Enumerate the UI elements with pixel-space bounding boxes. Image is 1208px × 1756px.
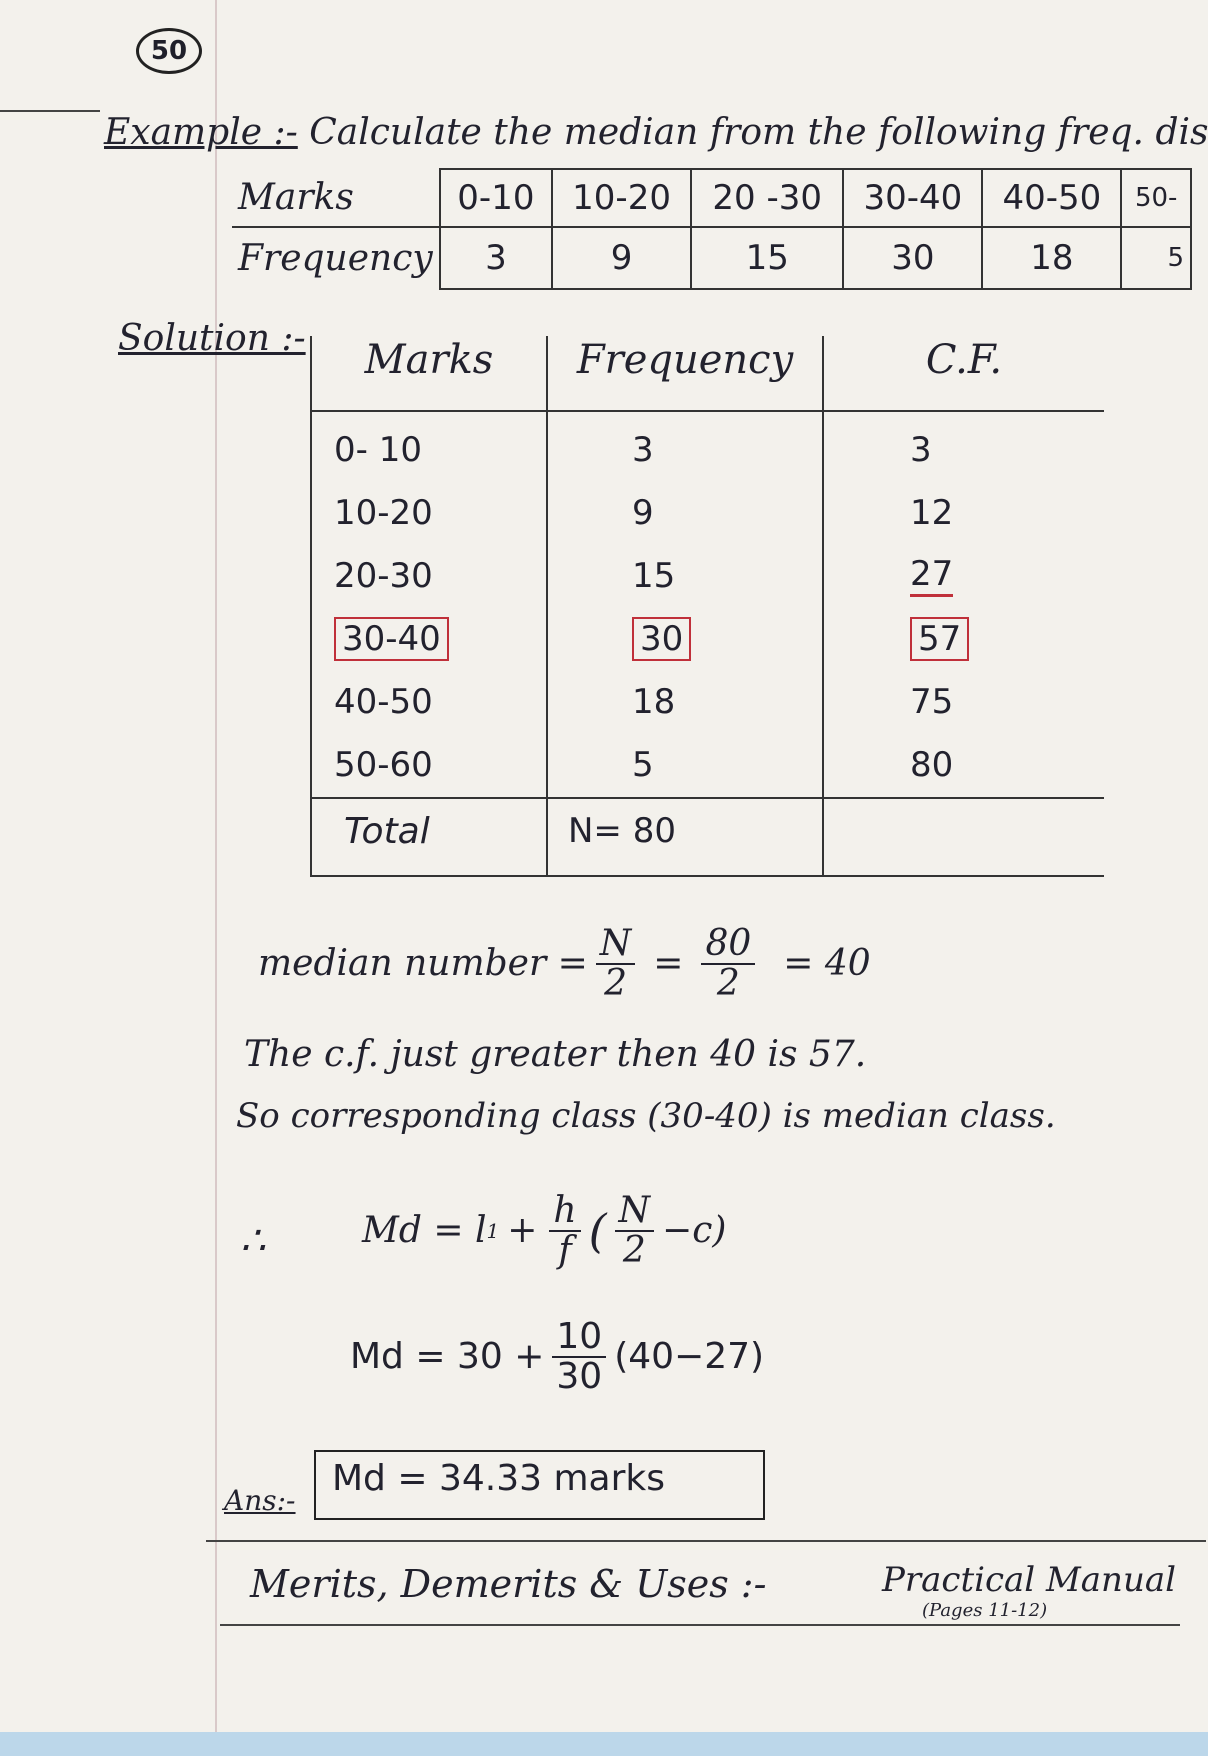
frac-denominator: 2 <box>604 962 627 1004</box>
frequency-column <box>547 411 823 798</box>
example-heading <box>104 112 1208 153</box>
median-class-box: 30-40 <box>334 617 449 661</box>
marks-cell: 40-50 <box>334 681 433 722</box>
question-frequency: 30 <box>843 227 982 289</box>
page-number: 50 <box>150 36 188 66</box>
freq-cell: 5 <box>632 744 654 785</box>
therefore-symbol: ∴ <box>240 1218 266 1264</box>
question-frequency: 5 <box>1121 227 1191 289</box>
practical-manual-ref: Practical Manual <box>882 1560 1176 1600</box>
answer-rule <box>206 1540 1206 1542</box>
freq-cell: 18 <box>632 681 676 722</box>
freq-cell-median <box>632 607 821 670</box>
pages-ref: (Pages 11-12) <box>922 1600 1048 1621</box>
question-frequency-label: Frequency <box>232 227 440 289</box>
median-freq-box: 30 <box>632 617 691 661</box>
question-class: 20 -30 <box>691 169 843 227</box>
freq-cell: 9 <box>632 492 654 533</box>
frac-numerator: N <box>615 1192 655 1232</box>
cf-cell: 80 <box>910 744 954 785</box>
formula-subscript: 1 <box>486 1218 500 1243</box>
cf-column <box>823 411 1104 798</box>
solution-table <box>310 336 1104 877</box>
cf-explanation-line: The c.f. just greater then 40 is 57. <box>244 1034 867 1075</box>
cf-underlined: 27 <box>910 554 953 597</box>
example-text: Calculate the median from the following freq. dis <box>309 112 1208 153</box>
question-class: 0-10 <box>440 169 552 227</box>
question-class: 30-40 <box>843 169 982 227</box>
margin-line <box>215 0 217 1756</box>
question-row-frequency <box>232 227 1191 289</box>
scanner-band <box>0 1732 1208 1756</box>
total-label: Total <box>311 798 547 876</box>
marks-column <box>311 411 547 798</box>
answer-label: Ans:- <box>224 1484 296 1517</box>
marks-cell: 20-30 <box>334 555 433 596</box>
header-frequency: Frequency <box>547 336 823 411</box>
formula-paren: ( <box>588 1203 607 1258</box>
cf-cell-median <box>910 607 1103 670</box>
formula-left: Md = l <box>362 1210 487 1252</box>
top-rule <box>0 110 100 112</box>
cf-cell: 3 <box>910 429 932 470</box>
median-number-label: median number = <box>258 943 588 985</box>
cf-cell: 12 <box>910 492 954 533</box>
question-marks-label: Marks <box>232 169 440 227</box>
question-frequency: 15 <box>691 227 843 289</box>
frac-denominator: f <box>558 1229 572 1271</box>
median-number-result: = 40 <box>783 943 871 985</box>
marks-cell-median <box>334 607 545 670</box>
median-substitution <box>350 1318 764 1396</box>
fraction-n-over-2-formula <box>615 1192 655 1270</box>
frac-numerator: 10 <box>552 1318 606 1358</box>
formula-plus: + <box>507 1210 538 1252</box>
frac-numerator: h <box>549 1192 580 1232</box>
frac-denominator: 2 <box>622 1229 646 1271</box>
solution-header-row <box>311 336 1104 411</box>
total-value: N= 80 <box>547 798 823 876</box>
fraction-n-over-2 <box>596 925 636 1003</box>
question-class: 10-20 <box>552 169 691 227</box>
question-frequency: 18 <box>982 227 1121 289</box>
median-formula <box>362 1192 726 1270</box>
frac-numerator: N <box>596 925 636 965</box>
cf-cell: 75 <box>910 681 954 722</box>
header-marks: Marks <box>311 336 547 411</box>
fraction-h-over-f <box>549 1192 580 1270</box>
equals-sign: = <box>653 943 684 985</box>
question-class: 50- <box>1121 169 1191 227</box>
merits-heading: Merits, Demerits & Uses :- <box>250 1562 767 1606</box>
question-frequency: 9 <box>552 227 691 289</box>
question-class: 40-50 <box>982 169 1121 227</box>
solution-body-row <box>311 411 1104 798</box>
solution-label: Solution :- <box>118 318 306 359</box>
marks-cell: 0- 10 <box>334 429 422 470</box>
fraction-10-over-30 <box>552 1318 606 1396</box>
substitution-right: (40−27) <box>614 1336 765 1378</box>
frac-numerator: 80 <box>701 925 755 965</box>
answer-text: Md = 34.33 marks <box>332 1458 665 1499</box>
formula-rest: −c) <box>662 1210 727 1252</box>
total-cf-empty <box>823 798 1104 876</box>
total-row <box>311 798 1104 876</box>
cf-cell-prev <box>910 544 1103 607</box>
question-frequency: 3 <box>440 227 552 289</box>
median-number-line <box>258 925 871 1003</box>
substitution-left: Md = 30 + <box>350 1336 545 1378</box>
median-cf-box: 57 <box>910 617 969 661</box>
question-row-marks <box>232 169 1191 227</box>
fraction-80-over-2 <box>701 925 755 1003</box>
freq-cell: 3 <box>632 429 654 470</box>
median-class-line: So corresponding class (30-40) is median class. <box>236 1096 1056 1136</box>
page-number-circle <box>136 28 202 74</box>
question-table <box>232 168 1192 290</box>
frac-denominator: 2 <box>716 962 740 1004</box>
marks-cell: 50-60 <box>334 744 433 785</box>
marks-cell: 10-20 <box>334 492 433 533</box>
example-label: Example :- <box>104 112 298 153</box>
header-cf: C.F. <box>823 336 1104 411</box>
frac-denominator: 30 <box>556 1355 603 1397</box>
freq-cell: 15 <box>632 555 676 596</box>
footer-rule <box>220 1624 1180 1626</box>
